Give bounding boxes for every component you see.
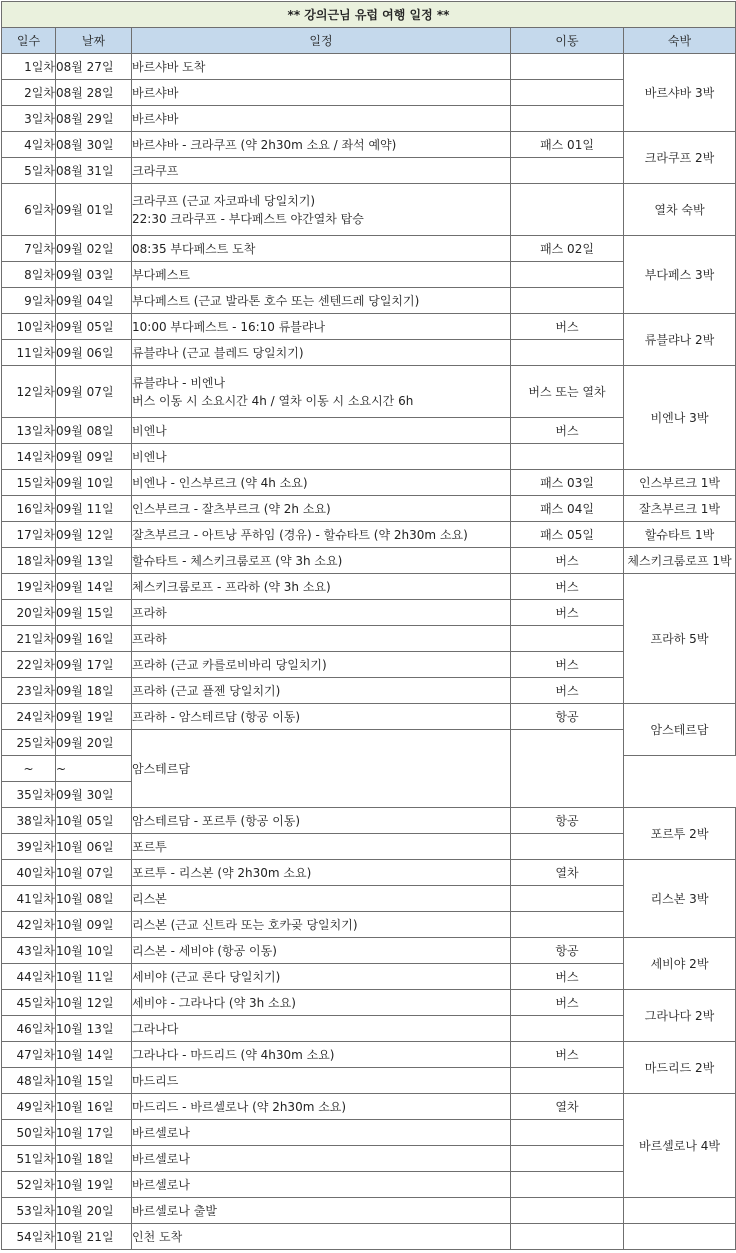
day-cell: 6일차: [2, 184, 56, 236]
stay-cell: 세비야 2박: [624, 938, 736, 990]
plan-cell: 바르샤바: [132, 106, 511, 132]
day-cell: 45일차: [2, 990, 56, 1016]
date-cell: 10월 06일: [56, 834, 132, 860]
plan-line: 류블랴나 - 비엔나: [132, 375, 226, 390]
stay-cell: 부다페스 3박: [624, 236, 736, 314]
table-row: [2, 1094, 736, 1120]
stay-cell: 인스부르크 1박: [624, 470, 736, 496]
stay-cell: 바르셀로나 4박: [624, 1094, 736, 1198]
plan-cell: 세비야 (근교 론다 당일치기): [132, 964, 511, 990]
date-cell: 09월 30일: [56, 782, 132, 808]
header-row: [2, 28, 736, 54]
move-cell: [511, 444, 624, 470]
table-row: [2, 184, 736, 236]
move-cell: [511, 1146, 624, 1172]
table-row: [2, 548, 736, 574]
plan-cell: 포르투 - 리스본 (약 2h30m 소요): [132, 860, 511, 886]
plan-cell: 암스테르담 - 포르투 (항공 이동): [132, 808, 511, 834]
move-cell: 버스: [511, 314, 624, 340]
header-day: 일수: [2, 28, 56, 54]
plan-cell: 바르샤바: [132, 80, 511, 106]
table-row: [2, 1224, 736, 1250]
stay-cell: [624, 1224, 736, 1250]
day-cell: 21일차: [2, 626, 56, 652]
move-cell: [511, 54, 624, 80]
plan-cell: 프라하: [132, 600, 511, 626]
day-cell: 11일차: [2, 340, 56, 366]
day-cell: 24일차: [2, 704, 56, 730]
plan-cell: 바르셀로나: [132, 1120, 511, 1146]
header-stay: 숙박: [624, 28, 736, 54]
move-cell: 버스: [511, 964, 624, 990]
date-cell: 09월 15일: [56, 600, 132, 626]
stay-cell: 바르샤바 3박: [624, 54, 736, 132]
move-cell: 패스 03일: [511, 470, 624, 496]
plan-cell: [132, 366, 511, 418]
plan-cell: 그라나다 - 마드리드 (약 4h30m 소요): [132, 1042, 511, 1068]
table-row: [2, 860, 736, 886]
table-title: ** 강의근님 유럽 여행 일정 **: [2, 2, 736, 28]
table-row: [2, 1198, 736, 1224]
move-cell: [511, 1224, 624, 1250]
move-cell: 버스 또는 열차: [511, 366, 624, 418]
day-cell: 7일차: [2, 236, 56, 262]
stay-cell: 프라하 5박: [624, 574, 736, 704]
move-cell: [511, 184, 624, 236]
stay-cell: 류블랴나 2박: [624, 314, 736, 366]
date-cell: 09월 12일: [56, 522, 132, 548]
move-cell: 버스: [511, 1042, 624, 1068]
day-cell: 14일차: [2, 444, 56, 470]
plan-cell: 마드리드 - 바르셀로나 (약 2h30m 소요): [132, 1094, 511, 1120]
day-cell: 49일차: [2, 1094, 56, 1120]
plan-cell: 바르셀로나: [132, 1146, 511, 1172]
table-row: [2, 574, 736, 600]
date-range-tilde: ~: [56, 756, 132, 782]
header-move: 이동: [511, 28, 624, 54]
move-cell: [511, 106, 624, 132]
date-cell: 09월 16일: [56, 626, 132, 652]
plan-cell: 10:00 부다페스트 - 16:10 류블랴나: [132, 314, 511, 340]
date-cell: 10월 14일: [56, 1042, 132, 1068]
date-cell: 09월 05일: [56, 314, 132, 340]
date-cell: 09월 06일: [56, 340, 132, 366]
move-cell: 버스: [511, 600, 624, 626]
date-cell: 09월 14일: [56, 574, 132, 600]
plan-cell: 크라쿠프: [132, 158, 511, 184]
move-cell: [511, 262, 624, 288]
plan-cell: 그라나다: [132, 1016, 511, 1042]
stay-cell: 비엔나 3박: [624, 366, 736, 470]
day-cell: 10일차: [2, 314, 56, 340]
date-cell: 08월 29일: [56, 106, 132, 132]
schedule-table: [1, 1, 736, 1250]
day-cell: 4일차: [2, 132, 56, 158]
day-cell: 38일차: [2, 808, 56, 834]
date-cell: 08월 30일: [56, 132, 132, 158]
day-cell: 25일차: [2, 730, 56, 756]
plan-cell: 인스부르크 - 잘츠부르크 (약 2h 소요): [132, 496, 511, 522]
plan-line: 22:30 크라쿠프 - 부다페스트 야간열차 탑승: [132, 211, 364, 226]
table-row: [2, 132, 736, 158]
day-cell: 12일차: [2, 366, 56, 418]
move-cell: 패스 01일: [511, 132, 624, 158]
day-cell: 54일차: [2, 1224, 56, 1250]
move-cell: [511, 1172, 624, 1198]
day-cell: 20일차: [2, 600, 56, 626]
move-cell: 버스: [511, 548, 624, 574]
table-row: [2, 470, 736, 496]
day-range-tilde: ~: [2, 756, 56, 782]
move-cell: 버스: [511, 678, 624, 704]
plan-cell: 할슈타트 - 체스키크룸로프 (약 3h 소요): [132, 548, 511, 574]
table-row: [2, 1042, 736, 1068]
day-cell: 39일차: [2, 834, 56, 860]
stay-cell: 그라나다 2박: [624, 990, 736, 1042]
day-cell: 48일차: [2, 1068, 56, 1094]
plan-cell: 바르샤바 - 크라쿠프 (약 2h30m 소요 / 좌석 예약): [132, 132, 511, 158]
plan-cell: 바르셀로나 출발: [132, 1198, 511, 1224]
move-cell: 패스 02일: [511, 236, 624, 262]
date-cell: 10월 13일: [56, 1016, 132, 1042]
date-cell: 09월 04일: [56, 288, 132, 314]
table-row: [2, 704, 736, 730]
stay-cell: 열차 숙박: [624, 184, 736, 236]
plan-cell: 인천 도착: [132, 1224, 511, 1250]
date-cell: 09월 03일: [56, 262, 132, 288]
date-cell: 10월 16일: [56, 1094, 132, 1120]
day-cell: 15일차: [2, 470, 56, 496]
move-cell: [511, 1068, 624, 1094]
plan-line: 크라쿠프 (근교 자코파네 당일치기): [132, 193, 316, 208]
day-cell: 17일차: [2, 522, 56, 548]
date-cell: 09월 18일: [56, 678, 132, 704]
day-cell: 1일차: [2, 54, 56, 80]
date-cell: 10월 10일: [56, 938, 132, 964]
plan-cell: 세비야 - 그라나다 (약 3h 소요): [132, 990, 511, 1016]
plan-cell: 체스키크룸로프 - 프라하 (약 3h 소요): [132, 574, 511, 600]
day-cell: 53일차: [2, 1198, 56, 1224]
plan-cell: 마드리드: [132, 1068, 511, 1094]
date-cell: 10월 15일: [56, 1068, 132, 1094]
table-row: [2, 496, 736, 522]
title-row: [2, 2, 736, 28]
stay-cell: 크라쿠프 2박: [624, 132, 736, 184]
plan-cell: 잘츠부르크 - 아트낭 푸하임 (경유) - 할슈타트 (약 2h30m 소요): [132, 522, 511, 548]
move-cell: [511, 730, 624, 808]
date-cell: 09월 07일: [56, 366, 132, 418]
move-cell: 버스: [511, 990, 624, 1016]
plan-cell: 류블랴나 (근교 블레드 당일치기): [132, 340, 511, 366]
day-cell: 47일차: [2, 1042, 56, 1068]
plan-cell: 프라하: [132, 626, 511, 652]
move-cell: 항공: [511, 808, 624, 834]
date-cell: 10월 20일: [56, 1198, 132, 1224]
plan-cell: 리스본 (근교 신트라 또는 호카곶 당일치기): [132, 912, 511, 938]
header-date: 날짜: [56, 28, 132, 54]
move-cell: [511, 1016, 624, 1042]
date-cell: 10월 17일: [56, 1120, 132, 1146]
plan-cell: [132, 184, 511, 236]
plan-cell: 프라하 - 암스테르담 (항공 이동): [132, 704, 511, 730]
move-cell: 항공: [511, 704, 624, 730]
move-cell: [511, 912, 624, 938]
plan-cell: 비엔나: [132, 418, 511, 444]
stay-cell: [624, 1198, 736, 1224]
move-cell: [511, 886, 624, 912]
table-row: [2, 522, 736, 548]
move-cell: [511, 340, 624, 366]
move-cell: 패스 04일: [511, 496, 624, 522]
stay-cell: 할슈타트 1박: [624, 522, 736, 548]
date-cell: 08월 27일: [56, 54, 132, 80]
plan-cell: 암스테르담: [132, 730, 511, 808]
table-row: [2, 808, 736, 834]
move-cell: [511, 1198, 624, 1224]
date-cell: 09월 19일: [56, 704, 132, 730]
day-cell: 22일차: [2, 652, 56, 678]
date-cell: 10월 21일: [56, 1224, 132, 1250]
stay-cell: 암스테르담: [624, 704, 736, 756]
date-cell: 10월 07일: [56, 860, 132, 886]
move-cell: 열차: [511, 1094, 624, 1120]
date-cell: 10월 05일: [56, 808, 132, 834]
move-cell: [511, 288, 624, 314]
day-cell: 35일차: [2, 782, 56, 808]
stay-cell: 마드리드 2박: [624, 1042, 736, 1094]
table-row: [2, 990, 736, 1016]
plan-cell: 부다페스트: [132, 262, 511, 288]
table-row: [2, 938, 736, 964]
day-cell: 9일차: [2, 288, 56, 314]
move-cell: [511, 626, 624, 652]
date-cell: 09월 17일: [56, 652, 132, 678]
day-cell: 43일차: [2, 938, 56, 964]
date-cell: 08월 28일: [56, 80, 132, 106]
schedule-wrapper: [1, 1, 736, 1250]
day-cell: 42일차: [2, 912, 56, 938]
day-cell: 5일차: [2, 158, 56, 184]
move-cell: [511, 80, 624, 106]
date-cell: 09월 20일: [56, 730, 132, 756]
day-cell: 16일차: [2, 496, 56, 522]
day-cell: 51일차: [2, 1146, 56, 1172]
plan-cell: 비엔나: [132, 444, 511, 470]
day-cell: 18일차: [2, 548, 56, 574]
date-cell: 10월 12일: [56, 990, 132, 1016]
date-cell: 09월 02일: [56, 236, 132, 262]
plan-cell: 부다페스트 (근교 발라톤 호수 또는 센텐드레 당일치기): [132, 288, 511, 314]
date-cell: 09월 01일: [56, 184, 132, 236]
move-cell: 버스: [511, 418, 624, 444]
stay-cell: 체스키크룸로프 1박: [624, 548, 736, 574]
plan-cell: 바르셀로나: [132, 1172, 511, 1198]
stay-cell: 리스본 3박: [624, 860, 736, 938]
stay-cell: 포르투 2박: [624, 808, 736, 860]
move-cell: 열차: [511, 860, 624, 886]
date-cell: 10월 19일: [56, 1172, 132, 1198]
move-cell: [511, 834, 624, 860]
day-cell: 40일차: [2, 860, 56, 886]
day-cell: 3일차: [2, 106, 56, 132]
day-cell: 23일차: [2, 678, 56, 704]
date-cell: 09월 08일: [56, 418, 132, 444]
plan-cell: 바르샤바 도착: [132, 54, 511, 80]
day-cell: 19일차: [2, 574, 56, 600]
date-cell: 09월 10일: [56, 470, 132, 496]
plan-cell: 리스본 - 세비야 (항공 이동): [132, 938, 511, 964]
date-cell: 10월 11일: [56, 964, 132, 990]
day-cell: 41일차: [2, 886, 56, 912]
day-cell: 46일차: [2, 1016, 56, 1042]
day-cell: 50일차: [2, 1120, 56, 1146]
move-cell: 패스 05일: [511, 522, 624, 548]
header-plan: 일정: [132, 28, 511, 54]
stay-cell: 잘츠부르크 1박: [624, 496, 736, 522]
day-cell: 13일차: [2, 418, 56, 444]
day-cell: 8일차: [2, 262, 56, 288]
plan-cell: 08:35 부다페스트 도착: [132, 236, 511, 262]
move-cell: 버스: [511, 652, 624, 678]
day-cell: 2일차: [2, 80, 56, 106]
table-row: [2, 366, 736, 418]
day-cell: 52일차: [2, 1172, 56, 1198]
date-cell: 10월 18일: [56, 1146, 132, 1172]
move-cell: [511, 158, 624, 184]
plan-cell: 리스본: [132, 886, 511, 912]
move-cell: 버스: [511, 574, 624, 600]
table-row: [2, 236, 736, 262]
date-cell: 08월 31일: [56, 158, 132, 184]
plan-cell: 프라하 (근교 플젠 당일치기): [132, 678, 511, 704]
plan-cell: 비엔나 - 인스부르크 (약 4h 소요): [132, 470, 511, 496]
date-cell: 09월 11일: [56, 496, 132, 522]
date-cell: 10월 09일: [56, 912, 132, 938]
table-row: [2, 54, 736, 80]
plan-cell: 프라하 (근교 카를로비바리 당일치기): [132, 652, 511, 678]
move-cell: 항공: [511, 938, 624, 964]
date-cell: 09월 09일: [56, 444, 132, 470]
date-cell: 10월 08일: [56, 886, 132, 912]
day-cell: 44일차: [2, 964, 56, 990]
move-cell: [511, 1120, 624, 1146]
date-cell: 09월 13일: [56, 548, 132, 574]
table-row: [2, 314, 736, 340]
plan-cell: 포르투: [132, 834, 511, 860]
plan-line: 버스 이동 시 소요시간 4h / 열차 이동 시 소요시간 6h: [132, 393, 414, 408]
